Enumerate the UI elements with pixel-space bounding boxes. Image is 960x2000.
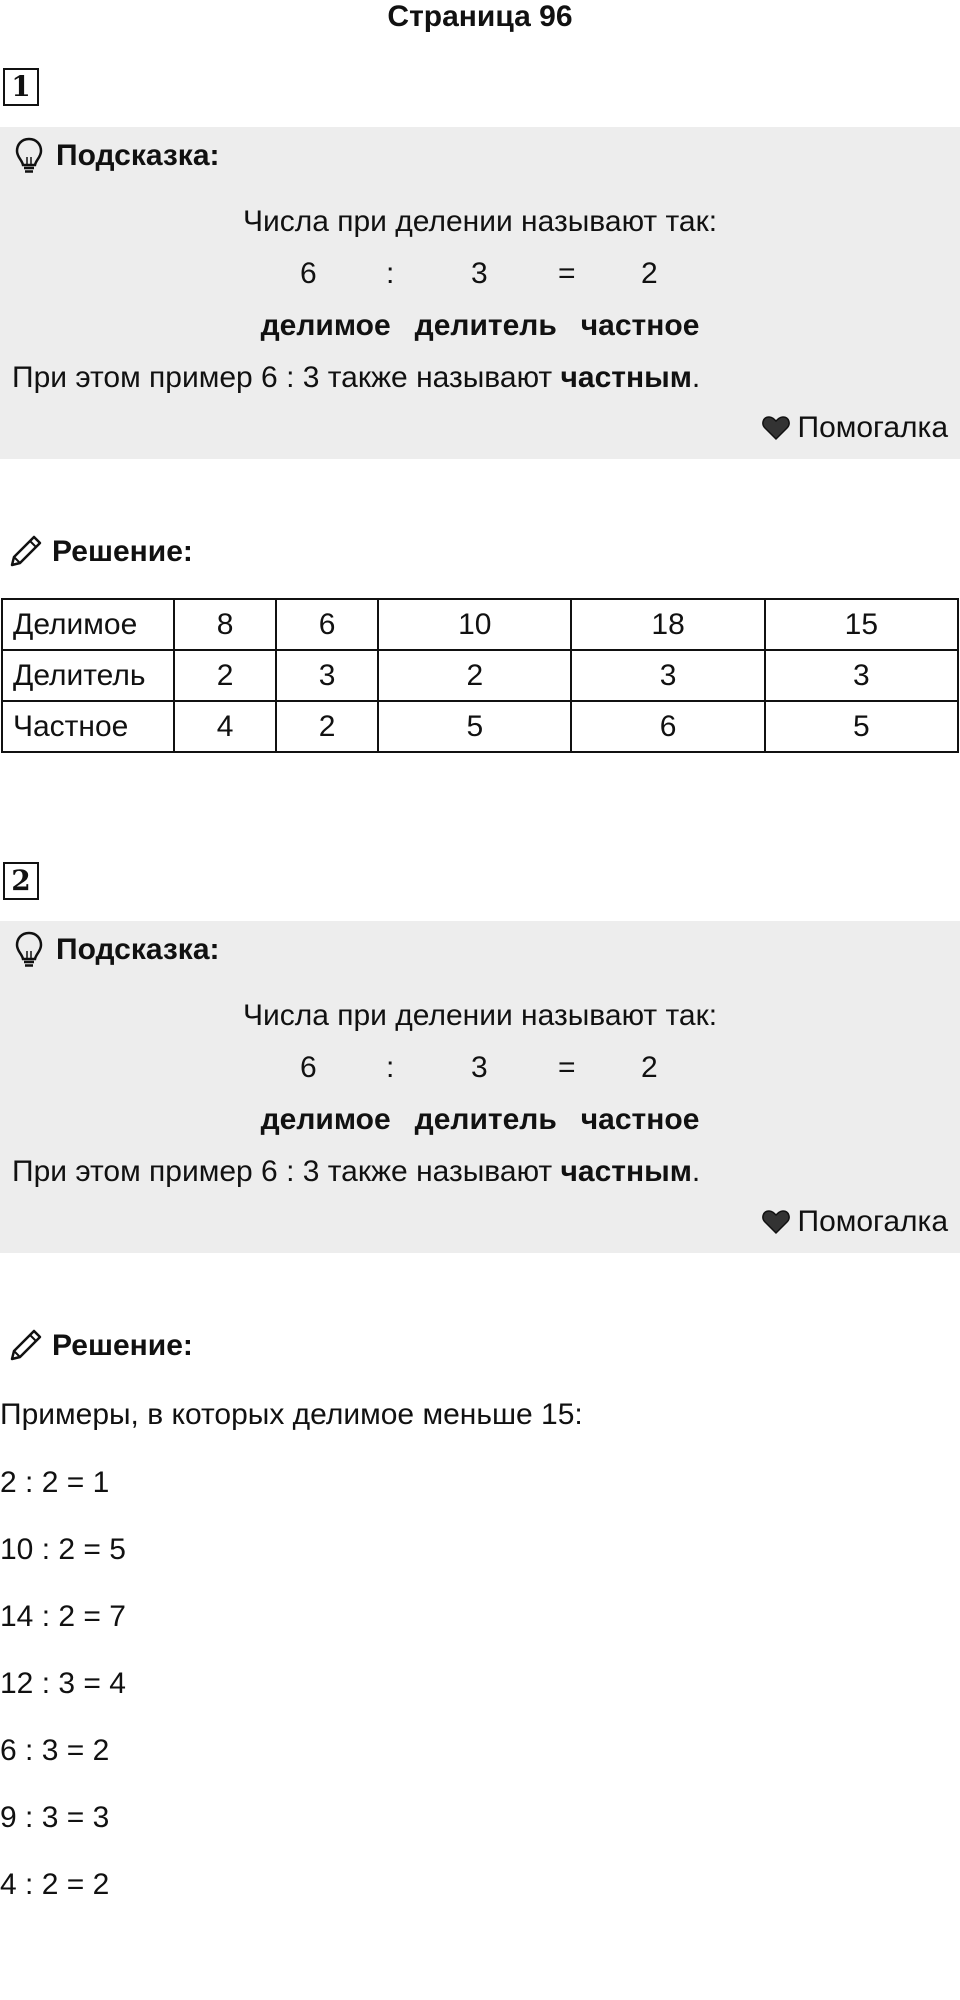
hint-box-2 bbox=[0, 921, 960, 1253]
solution-intro: Примеры, в которых делимое меньше 15: bbox=[0, 1398, 583, 1431]
row-label: Частное bbox=[2, 701, 174, 752]
table-cell: 3 bbox=[276, 650, 378, 701]
table-cell: 8 bbox=[174, 599, 276, 650]
table-cell: 4 bbox=[174, 701, 276, 752]
pencil-icon bbox=[6, 533, 44, 571]
hint-box-1 bbox=[0, 127, 960, 459]
example-line: 14 : 2 = 7 bbox=[0, 1600, 126, 1633]
heart-icon bbox=[762, 415, 790, 441]
equation-dividend: 6 bbox=[300, 257, 317, 290]
lightbulb-icon bbox=[14, 137, 44, 175]
lightbulb-icon bbox=[14, 931, 44, 969]
equation-dividend: 6 bbox=[300, 1051, 317, 1084]
table-cell: 3 bbox=[571, 650, 764, 701]
page-title: Страница 96 bbox=[387, 0, 573, 33]
example-line: 4 : 2 = 2 bbox=[0, 1868, 110, 1901]
task-number-2: 2 bbox=[3, 862, 39, 900]
pencil-icon bbox=[6, 1327, 44, 1365]
table-row bbox=[2, 599, 958, 650]
table-row bbox=[2, 701, 958, 752]
equation-divisor: 3 bbox=[471, 257, 488, 290]
heart-icon bbox=[762, 1209, 790, 1235]
hint-intro: Числа при делении называют так: bbox=[242, 205, 718, 238]
example-line: 12 : 3 = 4 bbox=[0, 1667, 126, 1700]
equation-colon: : bbox=[386, 257, 395, 290]
equation-equals: = bbox=[558, 1051, 576, 1084]
task-number-1: 1 bbox=[3, 68, 39, 106]
table-cell: 5 bbox=[378, 701, 571, 752]
solution-heading-1: Решение: bbox=[6, 533, 193, 571]
example-line: 2 : 2 = 1 bbox=[0, 1466, 110, 1499]
table-cell: 2 bbox=[378, 650, 571, 701]
table-row bbox=[2, 650, 958, 701]
equation-colon: : bbox=[386, 1051, 395, 1084]
hint-intro: Числа при делении называют так: bbox=[242, 999, 718, 1032]
hint-note: При этом пример 6 : 3 также называют частным. bbox=[12, 361, 701, 394]
table-cell: 6 bbox=[276, 599, 378, 650]
row-label: Делитель bbox=[2, 650, 174, 701]
table-cell: 2 bbox=[276, 701, 378, 752]
row-label: Делимое bbox=[2, 599, 174, 650]
table-cell: 6 bbox=[571, 701, 764, 752]
equation-equals: = bbox=[558, 257, 576, 290]
example-line: 10 : 2 = 5 bbox=[0, 1533, 126, 1566]
table-cell: 10 bbox=[378, 599, 571, 650]
equation-quotient: 2 bbox=[641, 257, 658, 290]
example-line: 9 : 3 = 3 bbox=[0, 1801, 110, 1834]
example-line: 6 : 3 = 2 bbox=[0, 1734, 110, 1767]
table-cell: 15 bbox=[765, 599, 958, 650]
equation-divisor: 3 bbox=[471, 1051, 488, 1084]
table-cell: 5 bbox=[765, 701, 958, 752]
equation-quotient: 2 bbox=[641, 1051, 658, 1084]
division-table bbox=[1, 598, 959, 753]
division-terms: делимое делитель частное bbox=[260, 309, 700, 342]
table-cell: 2 bbox=[174, 650, 276, 701]
hint-heading: Подсказка: bbox=[14, 137, 220, 175]
table-cell: 3 bbox=[765, 650, 958, 701]
credit: Помогалка bbox=[762, 411, 949, 445]
solution-heading-2: Решение: bbox=[6, 1327, 193, 1365]
hint-heading: Подсказка: bbox=[14, 931, 220, 969]
credit: Помогалка bbox=[762, 1205, 949, 1239]
hint-note: При этом пример 6 : 3 также называют частным. bbox=[12, 1155, 701, 1188]
table-cell: 18 bbox=[571, 599, 764, 650]
division-terms: делимое делитель частное bbox=[260, 1103, 700, 1136]
